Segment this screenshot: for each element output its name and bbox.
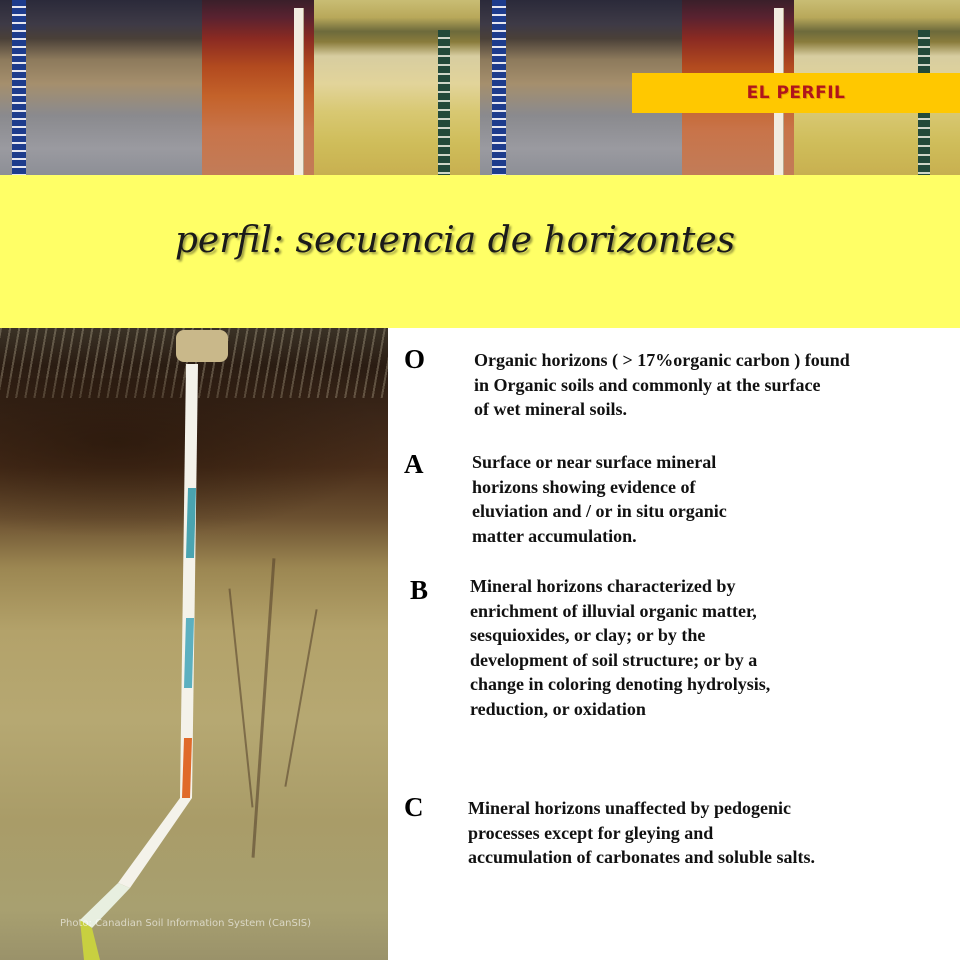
horizon-c-line: accumulation of carbonates and soluble salts. bbox=[468, 847, 816, 867]
measuring-stick-icon bbox=[294, 8, 303, 175]
horizon-a-line: eluviation and / or in situ organic bbox=[472, 501, 727, 521]
horizon-o-line: Organic horizons ( > 17%organic carbon ) found bbox=[474, 350, 850, 370]
measuring-ruler-icon bbox=[12, 0, 26, 175]
horizon-b-line: change in coloring denoting hydrolysis, bbox=[470, 674, 771, 694]
measuring-ruler-icon bbox=[438, 30, 450, 175]
photo-credit: Photo: Canadian Soil Information System (CanSIS) bbox=[60, 918, 312, 929]
horizon-a-letter: A bbox=[404, 449, 424, 479]
banner-photo-dark-profile bbox=[0, 0, 202, 175]
soil-photo-banner bbox=[0, 0, 960, 175]
horizon-c-line: processes except for gleying and bbox=[468, 822, 714, 843]
soil-profile-photo bbox=[0, 328, 388, 960]
horizon-b-line: Mineral horizons characterized by bbox=[470, 576, 736, 596]
section-title-label: EL PERFIL bbox=[746, 83, 846, 103]
horizon-b-description bbox=[470, 574, 770, 721]
horizon-a-description bbox=[472, 450, 727, 548]
measuring-ruler-icon bbox=[492, 0, 506, 175]
section-title-badge bbox=[632, 73, 960, 113]
horizon-o-line: in Organic soils and commonly at the surface bbox=[474, 374, 821, 395]
horizon-o-description bbox=[474, 348, 850, 422]
horizon-o-letter: O bbox=[404, 344, 426, 374]
horizon-a-line: Surface or near surface mineral bbox=[472, 452, 717, 472]
page-title: perfil: secuencia de horizontes bbox=[174, 220, 736, 261]
horizon-b-line: development of soil structure; or by a bbox=[470, 649, 758, 670]
horizon-o-line: of wet mineral soils. bbox=[474, 399, 627, 419]
measuring-tape-icon bbox=[0, 328, 388, 960]
horizon-b-line: enrichment of illuvial organic matter, bbox=[470, 600, 757, 621]
horizon-b-letter: B bbox=[410, 575, 429, 605]
horizon-b-line: sesquioxides, or clay; or by the bbox=[470, 625, 706, 645]
banner-photo-red-profile bbox=[202, 0, 314, 175]
horizon-c-letter: C bbox=[404, 792, 424, 822]
horizon-a-line: horizons showing evidence of bbox=[472, 476, 696, 497]
banner-photo-yellow-profile bbox=[314, 0, 480, 175]
horizon-c-line: Mineral horizons unaffected by pedogenic bbox=[468, 798, 791, 818]
horizon-a-line: matter accumulation. bbox=[472, 525, 637, 546]
horizon-c-description bbox=[468, 796, 815, 870]
horizon-b-line: reduction, or oxidation bbox=[470, 698, 646, 719]
